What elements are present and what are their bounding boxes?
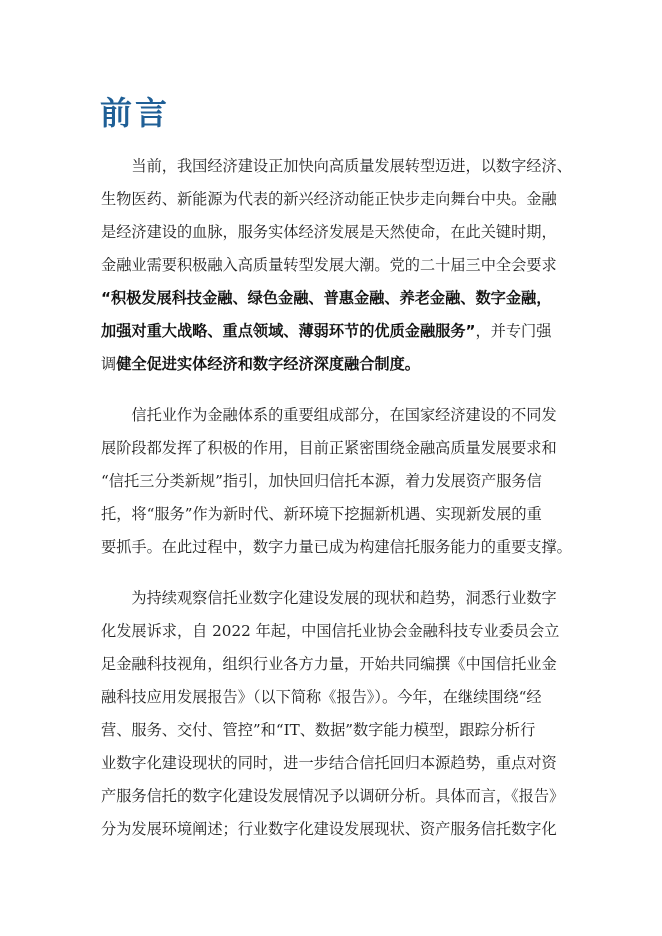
page-title: 前言 [100, 94, 171, 132]
paragraph-line: 化发展诉求，自 2022 年起，中国信托业协会金融科技专业委员会立 [101, 622, 560, 640]
paragraph-line: 展阶段都发挥了积极的作用，目前正紧密围绕金融高质量发展要求和 [101, 439, 557, 457]
paragraph-text: 调 [101, 355, 117, 373]
paragraph-line: 分为发展环境阐述；行业数字化建设发展现状、资产服务信托数字化 [101, 820, 557, 838]
paragraph-line: 要抓手。在此过程中，数字力量已成为构建信托服务能力的重要支撑。 [101, 538, 572, 556]
paragraph-line: 是经济建设的血脉，服务实体经济发展是天然使命，在此关键时期， [101, 223, 557, 241]
paragraph-line [101, 348, 565, 381]
paragraph-1 [101, 150, 572, 381]
paragraph-line: 融科技应用发展报告》（以下简称《报告》）。今年，在继续围绕“经 [101, 688, 542, 706]
body-text [101, 150, 572, 864]
paragraph-line [101, 315, 565, 348]
paragraph-line: “信托三分类新规”指引，加快回归信托本源，着力发展资产服务信 [101, 472, 542, 490]
paragraph-line: 足金融科技视角，组织行业各方力量，开始共同编撰《中国信托业金 [101, 655, 557, 673]
paragraph-line: 当前，我国经济建设正加快向高质量发展转型迈进，以数字经济、 [131, 157, 572, 175]
paragraph-line: 营、服务、交付、管控”和“IT、数据”数字能力模型，跟踪分析行 [101, 721, 536, 739]
emphasized-quote-text: 加强对重大战略、重点领域、薄弱环节的优质金融服务” [101, 322, 476, 340]
paragraph-3 [101, 582, 565, 846]
paragraph-line: 托，将“服务”作为新时代、新环境下挖掘新机遇、实现新发展的重 [101, 505, 542, 523]
paragraph-line: 信托业作为金融体系的重要组成部分，在国家经济建设的不同发 [131, 406, 557, 424]
emphasized-quote-line: “积极发展科技金融、绿色金融、普惠金融、养老金融、数字金融， [101, 289, 552, 307]
paragraph-line: 金融业需要积极融入高质量转型发展大潮。党的二十届三中全会要求 [101, 256, 557, 274]
paragraph-line: 产服务信托的数字化建设发展情况予以调研分析。具体而言，《报告》 [101, 787, 565, 805]
paragraph-line: 为持续观察信托业数字化建设发展的现状和趋势，洞悉行业数字 [131, 589, 557, 607]
emphasized-text: 健全促进实体经济和数字经济深度融合制度。 [116, 355, 420, 373]
paragraph-2 [101, 399, 572, 564]
paragraph-line: 业数字化建设现状的同时，进一步结合信托回归本源趋势，重点对资 [101, 754, 557, 772]
paragraph-text: ，并专门强 [475, 322, 552, 340]
paragraph-line: 生物医药、新能源为代表的新兴经济动能正快步走向舞台中央。金融 [101, 190, 557, 208]
